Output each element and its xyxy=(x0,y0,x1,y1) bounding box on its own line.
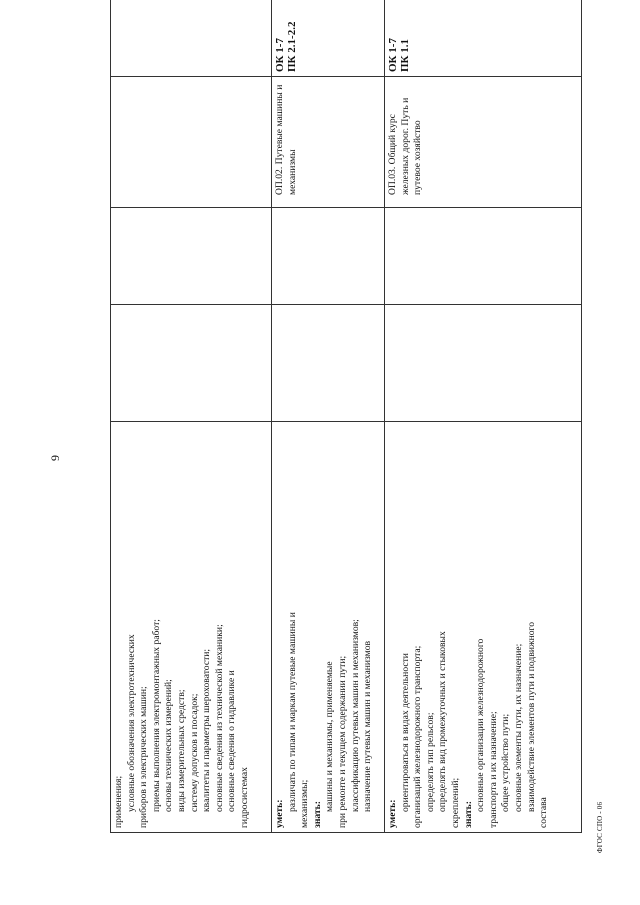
document-footer: ФГОС СПО - 06 xyxy=(596,801,604,853)
competency-code: ОК 1-7 xyxy=(387,38,399,72)
requirement-line: механизмы; xyxy=(299,779,311,828)
competency-code: ОК 1-7 xyxy=(274,38,286,72)
empty-cell xyxy=(111,305,272,422)
competencies-cell xyxy=(111,0,272,77)
requirement-line: приборов и электрических машин; xyxy=(138,686,150,828)
standards-table xyxy=(110,0,582,833)
section-heading-znat: знать: xyxy=(462,801,474,828)
requirement-line: основные элементы пути, их назначение; xyxy=(512,643,524,812)
requirements-cell xyxy=(385,422,582,833)
requirements-cell xyxy=(111,422,272,833)
requirement-line: виды измерительных средств; xyxy=(175,689,187,812)
empty-cell xyxy=(272,208,385,305)
discipline-name: ОП.03. Общий курс железных дорог. Путь и путевое хозяйство xyxy=(387,97,424,195)
requirement-line: основные сведения из технической механики; xyxy=(213,624,225,812)
requirement-line: организаций железнодорожного транспорта; xyxy=(412,645,424,828)
requirement-line: транспорта и их назначение; xyxy=(487,711,499,828)
empty-cell xyxy=(111,208,272,305)
requirement-line: назначение путевых машин и механизмов xyxy=(362,640,374,812)
requirement-line: применения; xyxy=(113,775,124,828)
competencies-cell xyxy=(272,0,385,77)
requirement-line: различать по типам и маркам путевые машины и xyxy=(286,612,298,812)
requirement-line: основные сведения о гидравлике и xyxy=(226,670,238,812)
empty-cell xyxy=(385,305,582,422)
requirement-line: взаимодействие элементов пути и подвижного xyxy=(525,621,537,812)
requirement-line: состава xyxy=(538,797,550,828)
requirements-cell xyxy=(272,422,385,833)
requirement-line: условные обозначения электротехнических xyxy=(125,634,137,812)
requirement-line: ориентироваться в видах деятельности xyxy=(399,653,411,812)
requirement-line: гидросистемах xyxy=(238,767,250,828)
competency-code: ПК 1.1 xyxy=(399,38,411,72)
empty-cell xyxy=(385,208,582,305)
requirement-line: классификацию путевых машин и механизмов; xyxy=(349,619,361,812)
competency-code: ПК 2.1-2.2 xyxy=(286,21,298,72)
requirement-line: общее устройство пути; xyxy=(500,713,512,812)
table-row xyxy=(385,0,582,833)
requirement-line: определять тип рельсов; xyxy=(424,712,436,812)
requirement-line: систему допусков и посадок; xyxy=(188,693,200,812)
discipline-cell xyxy=(111,77,272,208)
requirement-line: квалитеты и параметры шероховатости; xyxy=(201,648,213,812)
page-number: 9 xyxy=(48,455,62,461)
requirement-line: при ремонте и текущем содержании пути; xyxy=(336,655,348,828)
requirement-line: основные организации железнодорожного xyxy=(475,638,487,812)
table-row xyxy=(272,0,385,833)
empty-cell xyxy=(272,305,385,422)
requirement-line: машины и механизмы, применяемые xyxy=(324,661,336,812)
requirement-line: определять вид промежуточных и стыковых xyxy=(437,631,449,812)
requirement-line: основы технических измерений; xyxy=(163,679,175,812)
discipline-cell xyxy=(385,77,582,208)
table-row xyxy=(111,0,272,833)
section-heading-umet: уметь: xyxy=(387,799,398,828)
requirement-line: скреплений; xyxy=(449,777,461,828)
competencies-cell xyxy=(385,0,582,77)
requirement-line: приемы выполнения электромонтажных работ; xyxy=(150,619,162,812)
section-heading-umet: уметь: xyxy=(274,799,285,828)
discipline-cell xyxy=(272,77,385,208)
discipline-name: ОП.02. Путевые машины и механизмы xyxy=(274,84,298,195)
section-heading-znat: знать: xyxy=(311,801,323,828)
